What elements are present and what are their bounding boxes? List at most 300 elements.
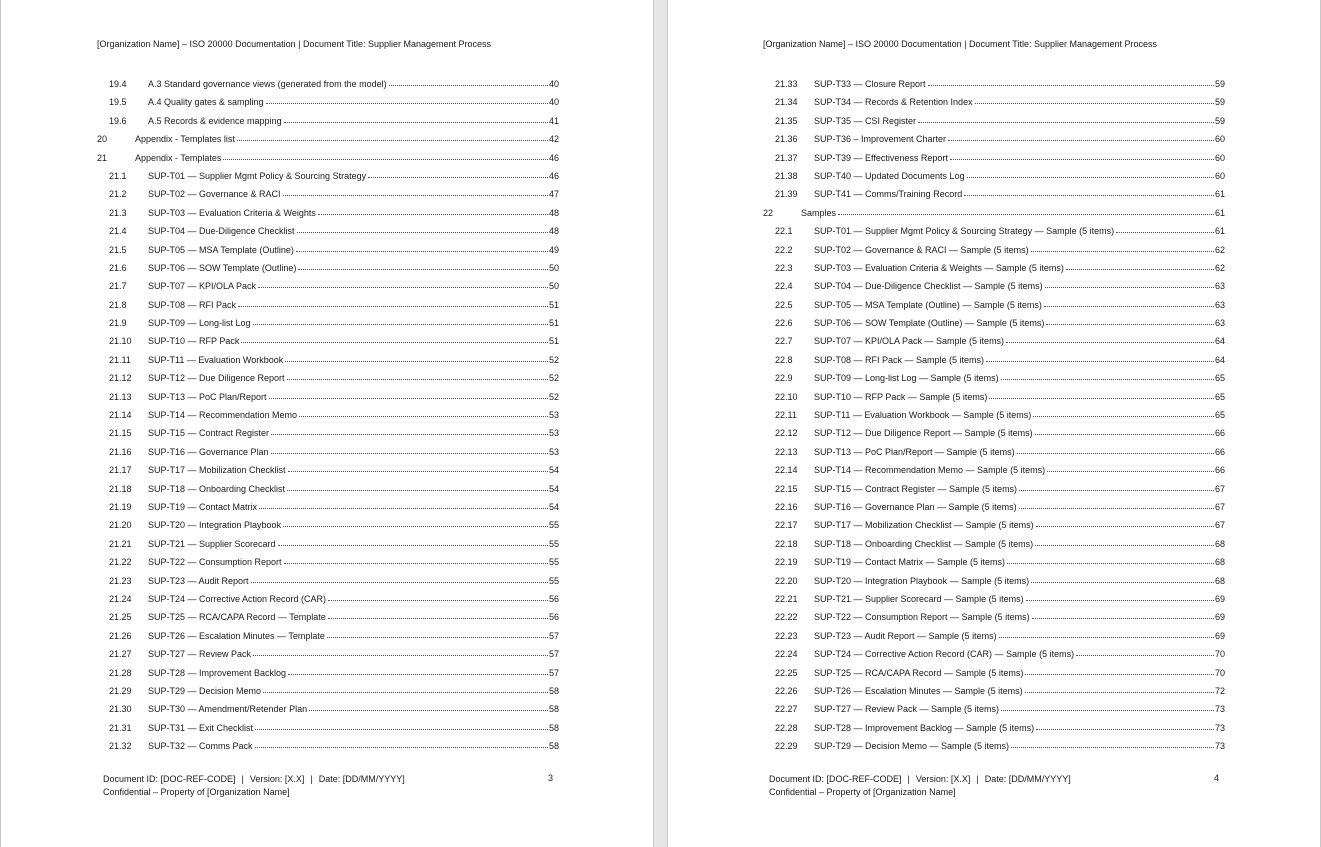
page-number: 4	[1214, 773, 1220, 783]
toc-entry-number: 21.29	[109, 685, 132, 696]
page-number: 3	[548, 773, 554, 783]
toc-dot-leader	[309, 699, 548, 711]
toc-entry[interactable]	[763, 75, 1225, 93]
toc-entry-title: SUP-T29 — Decision Memo	[148, 685, 262, 696]
toc-entry-line	[814, 277, 1225, 295]
toc-entry-title: SUP-T07 — KPI/OLA Pack — Sample (5 items)	[814, 336, 1005, 347]
toc-dot-leader	[1031, 571, 1214, 583]
toc-entry-page: 52	[548, 354, 559, 365]
toc-entry-title: SUP-T01 — Supplier Mgmt Policy & Sourcing Strategy — Sample (5 items)	[814, 226, 1115, 237]
toc-entry-line	[148, 167, 559, 185]
toc-entry-line	[148, 627, 559, 645]
toc-entry-line	[814, 241, 1225, 259]
toc-entry-number: 22.21	[775, 593, 798, 604]
toc-dot-leader	[283, 515, 548, 527]
toc-entry[interactable]	[97, 627, 559, 645]
toc-entry-line	[814, 351, 1225, 369]
toc-entry[interactable]	[763, 332, 1225, 350]
toc-entry-number: 22.23	[775, 630, 798, 641]
toc-entry-line	[148, 682, 559, 700]
toc-entry[interactable]	[97, 241, 559, 259]
toc-entry-title: SUP-T15 — Contract Register — Sample (5 items)	[814, 483, 1018, 494]
toc-entry-title: SUP-T02 — Governance & RACI — Sample (5 items)	[814, 244, 1029, 255]
toc-entry-line	[135, 130, 559, 148]
toc-entry-title: SUP-T12 — Due Diligence Report	[148, 373, 285, 384]
toc-dot-leader	[1036, 718, 1214, 730]
toc-dot-leader	[318, 203, 548, 215]
toc-entry[interactable]	[763, 241, 1225, 259]
toc-dot-leader	[241, 331, 548, 343]
toc-entry[interactable]	[97, 461, 559, 479]
toc-entry-page: 59	[1214, 115, 1225, 126]
toc-entry-line	[148, 480, 559, 498]
toc-entry[interactable]	[97, 296, 559, 314]
toc-entry-line	[148, 314, 559, 332]
toc-entry-line	[814, 332, 1225, 350]
toc-entry-line	[148, 719, 559, 737]
toc-entry-page: 66	[1214, 428, 1225, 439]
toc-entry[interactable]	[97, 516, 559, 534]
footer-date: Date: [DD/MM/YYYY]	[318, 774, 405, 784]
toc-entry-line	[148, 424, 559, 442]
document-page-right	[667, 0, 1321, 847]
toc-dot-leader	[327, 626, 548, 638]
toc-entry[interactable]	[763, 130, 1225, 148]
toc-dot-leader	[287, 368, 548, 380]
toc-entry-line	[814, 719, 1225, 737]
toc-entry-title: SUP-T19 — Contact Matrix — Sample (5 items)	[814, 557, 1006, 568]
toc-entry[interactable]	[763, 572, 1225, 590]
footer-meta-line	[103, 773, 405, 786]
toc-entry[interactable]	[763, 185, 1225, 203]
toc-entry[interactable]	[97, 167, 559, 185]
toc-entry-number: 21.6	[109, 262, 127, 273]
toc-entry-title: SUP-T06 — SOW Template (Outline) — Sample (5 items)	[814, 318, 1045, 329]
toc-entry-line	[148, 406, 559, 424]
toc-entry-page: 55	[548, 520, 559, 531]
toc-entry-title: SUP-T21 — Supplier Scorecard	[148, 538, 276, 549]
toc-entry[interactable]	[97, 572, 559, 590]
toc-entry-page: 51	[548, 336, 559, 347]
toc-dot-leader	[918, 111, 1214, 123]
toc-entry[interactable]	[763, 259, 1225, 277]
toc-entry[interactable]	[763, 443, 1225, 461]
toc-entry-number: 22.9	[775, 373, 793, 384]
toc-entry[interactable]	[763, 645, 1225, 663]
toc-entry-title: SUP-T12 — Due Diligence Report — Sample (5 items)	[814, 428, 1033, 439]
toc-entry-page: 59	[1214, 79, 1225, 89]
toc-entry[interactable]	[763, 553, 1225, 571]
toc-entry-page: 54	[548, 501, 559, 512]
toc-entry-title: SUP-T18 — Onboarding Checklist	[148, 483, 286, 494]
toc-entry-line	[814, 572, 1225, 590]
toc-entry[interactable]	[97, 608, 559, 626]
toc-dot-leader	[989, 387, 1214, 399]
toc-entry-number: 21.17	[109, 465, 132, 476]
toc-entry-page: 51	[548, 318, 559, 329]
toc-entry[interactable]	[97, 553, 559, 571]
toc-entry-title: SUP-T07 — KPI/OLA Pack	[148, 281, 257, 292]
toc-entry[interactable]	[97, 700, 559, 718]
toc-dot-leader	[255, 736, 548, 748]
toc-entry[interactable]	[97, 149, 559, 167]
toc-dot-leader	[328, 607, 548, 619]
toc-entry-title: SUP-T06 — SOW Template (Outline)	[148, 262, 297, 273]
toc-entry[interactable]	[763, 461, 1225, 479]
toc-dot-leader	[1076, 644, 1214, 656]
toc-dot-leader	[283, 184, 548, 196]
toc-entry[interactable]	[763, 222, 1225, 240]
toc-dot-leader	[1007, 552, 1214, 564]
toc-entry-title: SUP-T29 — Decision Memo — Sample (5 items)	[814, 741, 1010, 752]
toc-entry[interactable]	[763, 535, 1225, 553]
toc-dot-leader	[237, 129, 548, 141]
toc-entry-line	[814, 314, 1225, 332]
toc-entry-line	[814, 645, 1225, 663]
toc-entry-line	[148, 259, 559, 277]
toc-dot-leader	[297, 221, 548, 233]
toc-entry-page: 53	[548, 446, 559, 457]
toc-entry-number: 22.25	[775, 667, 798, 678]
toc-entry-page: 54	[548, 465, 559, 476]
toc-entry-title: SUP-T39 — Effectiveness Report	[814, 152, 948, 163]
toc-dot-leader	[838, 203, 1214, 215]
toc-entry-title: SUP-T15 — Contract Register	[148, 428, 270, 439]
toc-entry[interactable]	[763, 314, 1225, 332]
toc-entry[interactable]	[97, 664, 559, 682]
toc-entry-number: 20	[97, 134, 108, 145]
toc-dot-leader	[284, 111, 548, 123]
toc-entry-number: 21.1	[109, 170, 127, 181]
toc-entry-title: SUP-T32 — Comms Pack	[148, 741, 253, 752]
toc-entry[interactable]	[763, 112, 1225, 130]
toc-entry-number: 21.28	[109, 667, 132, 678]
toc-dot-leader	[285, 350, 548, 362]
toc-entry[interactable]	[763, 516, 1225, 534]
toc-entry-number: 22.20	[775, 575, 798, 586]
toc-entry-page: 67	[1214, 520, 1225, 531]
toc-entry-title: SUP-T23 — Audit Report	[148, 575, 249, 586]
toc-entry-title: SUP-T11 — Evaluation Workbook	[148, 354, 284, 365]
toc-entry-number: 21.4	[109, 226, 127, 237]
toc-entry-page: 72	[1214, 685, 1225, 696]
toc-entry-number: 21.7	[109, 281, 127, 292]
toc-entry-number: 21.22	[109, 557, 132, 568]
toc-entry-title: SUP-T28 — Improvement Backlog — Sample (5 items)	[814, 722, 1035, 733]
toc-entry-title: SUP-T31 — Exit Checklist	[148, 722, 254, 733]
toc-dot-leader	[223, 148, 548, 160]
toc-entry-page: 47	[548, 189, 559, 200]
toc-entry[interactable]	[97, 185, 559, 203]
toc-entry-number: 21	[97, 152, 108, 163]
toc-dot-leader	[238, 295, 548, 307]
toc-entry-page: 63	[1214, 299, 1225, 310]
toc-entry-title: SUP-T22 — Consumption Report — Sample (5 items)	[814, 612, 1030, 623]
toc-entry[interactable]	[97, 737, 559, 755]
toc-entry-line	[814, 75, 1225, 93]
toc-entry-title: SUP-T26 — Escalation Minutes — Template	[148, 630, 325, 641]
toc-entry[interactable]	[97, 277, 559, 295]
toc-entry-page: 65	[1214, 410, 1225, 421]
toc-dot-leader	[266, 92, 548, 104]
toc-entry[interactable]	[97, 93, 559, 111]
toc-entry-line	[148, 461, 559, 479]
toc-entry-line	[814, 627, 1225, 645]
toc-entry-page: 64	[1214, 354, 1225, 365]
toc-entry-line	[148, 369, 559, 387]
toc-entry-page: 67	[1214, 483, 1225, 494]
toc-entry[interactable]	[97, 498, 559, 516]
toc-dot-leader	[255, 718, 548, 730]
toc-entry-line	[814, 130, 1225, 148]
toc-dot-leader	[1035, 423, 1214, 435]
toc-entry[interactable]	[763, 351, 1225, 369]
toc-entry-page: 68	[1214, 538, 1225, 549]
toc-entry-number: 21.20	[109, 520, 132, 531]
toc-entry-number: 22.24	[775, 649, 798, 660]
toc-entry[interactable]	[97, 406, 559, 424]
toc-entry[interactable]	[763, 204, 1225, 222]
toc-entry-number: 21.39	[775, 189, 798, 200]
toc-entry[interactable]	[97, 75, 559, 93]
toc-dot-leader	[1036, 515, 1214, 527]
footer-meta-line	[769, 773, 1071, 786]
toc-entry[interactable]	[763, 682, 1225, 700]
toc-entry-title: SUP-T08 — RFI Pack	[148, 299, 237, 310]
toc-entry-page: 65	[1214, 373, 1225, 384]
toc-entry-line	[148, 516, 559, 534]
toc-entry-line	[148, 498, 559, 516]
toc-entry-title: A.5 Records & evidence mapping	[148, 115, 282, 126]
toc-entry[interactable]	[97, 332, 559, 350]
toc-entry-number: 21.23	[109, 575, 132, 586]
toc-entry-line	[148, 645, 559, 663]
toc-entry-page: 60	[1214, 170, 1225, 181]
toc-entry-line	[814, 259, 1225, 277]
footer-version: Version: [X.X]	[249, 774, 305, 784]
toc-entry[interactable]	[97, 130, 559, 148]
footer-version: Version: [X.X]	[915, 774, 971, 784]
toc-entry-title: A.4 Quality gates & sampling	[148, 97, 264, 108]
toc-entry-line	[148, 351, 559, 369]
toc-entry-page: 56	[548, 593, 559, 604]
toc-entry-line	[814, 737, 1225, 755]
toc-entry-line	[148, 664, 559, 682]
toc-dot-leader	[1031, 240, 1214, 252]
toc-entry-title: A.3 Standard governance views (generated from the model)	[148, 79, 387, 89]
toc-entry[interactable]	[763, 719, 1225, 737]
toc-entry-line	[148, 185, 559, 203]
toc-entry-number: 21.38	[775, 170, 798, 181]
toc-entry-line	[148, 204, 559, 222]
toc-entry-title: SUP-T18 — Onboarding Checklist — Sample (5 items)	[814, 538, 1034, 549]
toc-entry-page: 73	[1214, 704, 1225, 715]
toc-entry[interactable]	[97, 204, 559, 222]
toc-entry-number: 22.18	[775, 538, 798, 549]
toc-entry-title: SUP-T22 — Consumption Report	[148, 557, 282, 568]
toc-entry-number: 22.3	[775, 262, 793, 273]
toc-entry[interactable]	[763, 627, 1225, 645]
toc-entry[interactable]	[97, 112, 559, 130]
toc-entry[interactable]	[763, 664, 1225, 682]
toc-entry-line	[814, 700, 1225, 718]
toc-entry-number: 22.27	[775, 704, 798, 715]
toc-entry[interactable]	[97, 259, 559, 277]
toc-entry-title: SUP-T17 — Mobilization Checklist — Sample (5 items)	[814, 520, 1034, 531]
toc-entry[interactable]	[97, 590, 559, 608]
toc-dot-leader	[389, 74, 548, 86]
toc-entry-title: SUP-T01 — Supplier Mgmt Policy & Sourcing Strategy	[148, 170, 367, 181]
toc-entry-number: 22.2	[775, 244, 793, 255]
toc-entry[interactable]	[763, 406, 1225, 424]
toc-dot-leader	[928, 74, 1214, 86]
toc-entry-page: 62	[1214, 244, 1225, 255]
toc-entry-page: 50	[548, 262, 559, 273]
toc-dot-leader	[1001, 368, 1214, 380]
footer-confidential: Confidential – Property of [Organization Name]	[769, 787, 956, 797]
toc-entry-page: 46	[548, 152, 559, 163]
toc-entry-page: 46	[548, 170, 559, 181]
toc-entry[interactable]	[97, 645, 559, 663]
toc-entry-line	[814, 167, 1225, 185]
toc-entry-page: 60	[1214, 152, 1225, 163]
toc-entry-number: 21.34	[775, 97, 798, 108]
toc-entry-page: 57	[548, 667, 559, 678]
toc-dot-leader	[259, 497, 548, 509]
toc-entry-title: SUP-T14 — Recommendation Memo	[148, 410, 298, 421]
toc-entry-page: 52	[548, 391, 559, 402]
toc-entry[interactable]	[97, 443, 559, 461]
toc-entry-line	[814, 682, 1225, 700]
toc-entry-title: SUP-T10 — RFP Pack — Sample (5 items)	[814, 391, 988, 402]
toc-dot-leader	[253, 313, 548, 325]
toc-entry[interactable]	[763, 93, 1225, 111]
toc-entry[interactable]	[763, 388, 1225, 406]
toc-entry[interactable]	[763, 737, 1225, 755]
toc-entry-title: SUP-T30 — Amendment/Retender Plan	[148, 704, 308, 715]
toc-entry-number: 22.16	[775, 501, 798, 512]
toc-entry[interactable]	[763, 498, 1225, 516]
toc-entry-number: 19.4	[109, 79, 127, 89]
toc-entry[interactable]	[97, 480, 559, 498]
toc-dot-leader	[278, 534, 548, 546]
toc-entry-title: SUP-T40 — Updated Documents Log	[814, 170, 965, 181]
toc-entry-page: 55	[548, 538, 559, 549]
toc-dot-leader	[288, 460, 548, 472]
toc-entry-title: SUP-T25 — RCA/CAPA Record — Template	[148, 612, 326, 623]
toc-entry-line	[814, 443, 1225, 461]
toc-dot-leader	[1026, 589, 1214, 601]
toc-entry-number: 22.19	[775, 557, 798, 568]
toc-dot-leader	[1001, 699, 1214, 711]
toc-entry-line	[148, 93, 559, 111]
toc-entry[interactable]	[97, 388, 559, 406]
toc-entry-number: 22.4	[775, 281, 793, 292]
toc-entry-title: SUP-T16 — Governance Plan — Sample (5 items)	[814, 501, 1017, 512]
toc-entry[interactable]	[97, 222, 559, 240]
toc-entry[interactable]	[97, 351, 559, 369]
toc-entry-line	[148, 112, 559, 130]
toc-entry-number: 22.12	[775, 428, 798, 439]
toc-entry-line	[814, 296, 1225, 314]
toc-entry-number: 21.11	[109, 354, 131, 365]
toc-dot-leader	[1019, 479, 1214, 491]
toc-entry-title: SUP-T27 — Review Pack — Sample (5 items)	[814, 704, 1000, 715]
toc-entry-page: 40	[548, 97, 559, 108]
toc-dot-leader	[1046, 313, 1214, 325]
toc-entry-number: 21.14	[109, 410, 132, 421]
toc-dot-leader	[1116, 221, 1214, 233]
toc-entry[interactable]	[97, 719, 559, 737]
toc-entry[interactable]	[97, 314, 559, 332]
toc-entry-number: 22.17	[775, 520, 798, 531]
toc-entry-title: SUP-T09 — Long-list Log	[148, 318, 251, 329]
toc-entry[interactable]	[763, 277, 1225, 295]
toc-entry-page: 58	[548, 685, 559, 696]
toc-entry-line	[814, 516, 1225, 534]
toc-entry-page: 53	[548, 410, 559, 421]
toc-entry-title: Appendix - Templates list	[135, 134, 235, 145]
toc-entry-page: 41	[548, 115, 559, 126]
toc-dot-leader	[284, 552, 548, 564]
toc-entry-number: 22	[763, 207, 774, 218]
toc-entry[interactable]	[763, 296, 1225, 314]
toc-entry-page: 57	[548, 649, 559, 660]
toc-entry-line	[814, 112, 1225, 130]
toc-entry[interactable]	[763, 167, 1225, 185]
toc-entry-number: 22.26	[775, 685, 798, 696]
toc-dot-leader	[298, 258, 548, 270]
toc-entry-number: 21.37	[775, 152, 798, 163]
toc-entry[interactable]	[763, 590, 1225, 608]
toc-entry[interactable]	[763, 424, 1225, 442]
toc-entry-page: 68	[1214, 557, 1225, 568]
toc-entry-page: 68	[1214, 575, 1225, 586]
toc-entry-number: 22.1	[775, 226, 793, 237]
toc-entry-number: 22.11	[775, 410, 797, 421]
toc-entry-number: 22.15	[775, 483, 798, 494]
toc-dot-leader	[1047, 460, 1214, 472]
toc-dot-leader	[287, 479, 548, 491]
toc-entry-line	[801, 204, 1225, 222]
toc-entry-title: SUP-T19 — Contact Matrix	[148, 501, 258, 512]
toc-entry[interactable]	[763, 608, 1225, 626]
toc-entry-line	[814, 553, 1225, 571]
toc-entry-title: SUP-T10 — RFP Pack	[148, 336, 240, 347]
toc-entry-page: 57	[548, 630, 559, 641]
toc-entry[interactable]	[97, 369, 559, 387]
toc-entry[interactable]	[763, 480, 1225, 498]
toc-entry-line	[148, 700, 559, 718]
toc-entry[interactable]	[763, 149, 1225, 167]
toc-entry-title: SUP-T28 — Improvement Backlog	[148, 667, 287, 678]
toc-entry-title: SUP-T02 — Governance & RACI	[148, 189, 281, 200]
toc-dot-leader	[296, 240, 548, 252]
footer-doc-id: Document ID: [DOC-REF-CODE]	[103, 774, 236, 784]
toc-entry[interactable]	[763, 369, 1225, 387]
footer-confidential: Confidential – Property of [Organization Name]	[103, 787, 290, 797]
toc-dot-leader	[1019, 497, 1214, 509]
toc-entry[interactable]	[97, 535, 559, 553]
toc-entry-number: 22.8	[775, 354, 793, 365]
toc-entry-line	[135, 149, 559, 167]
toc-dot-leader	[1006, 331, 1214, 343]
toc-entry-line	[148, 222, 559, 240]
toc-entry[interactable]	[763, 700, 1225, 718]
toc-entry[interactable]	[97, 424, 559, 442]
toc-entry[interactable]	[97, 682, 559, 700]
toc-entry-line	[814, 424, 1225, 442]
